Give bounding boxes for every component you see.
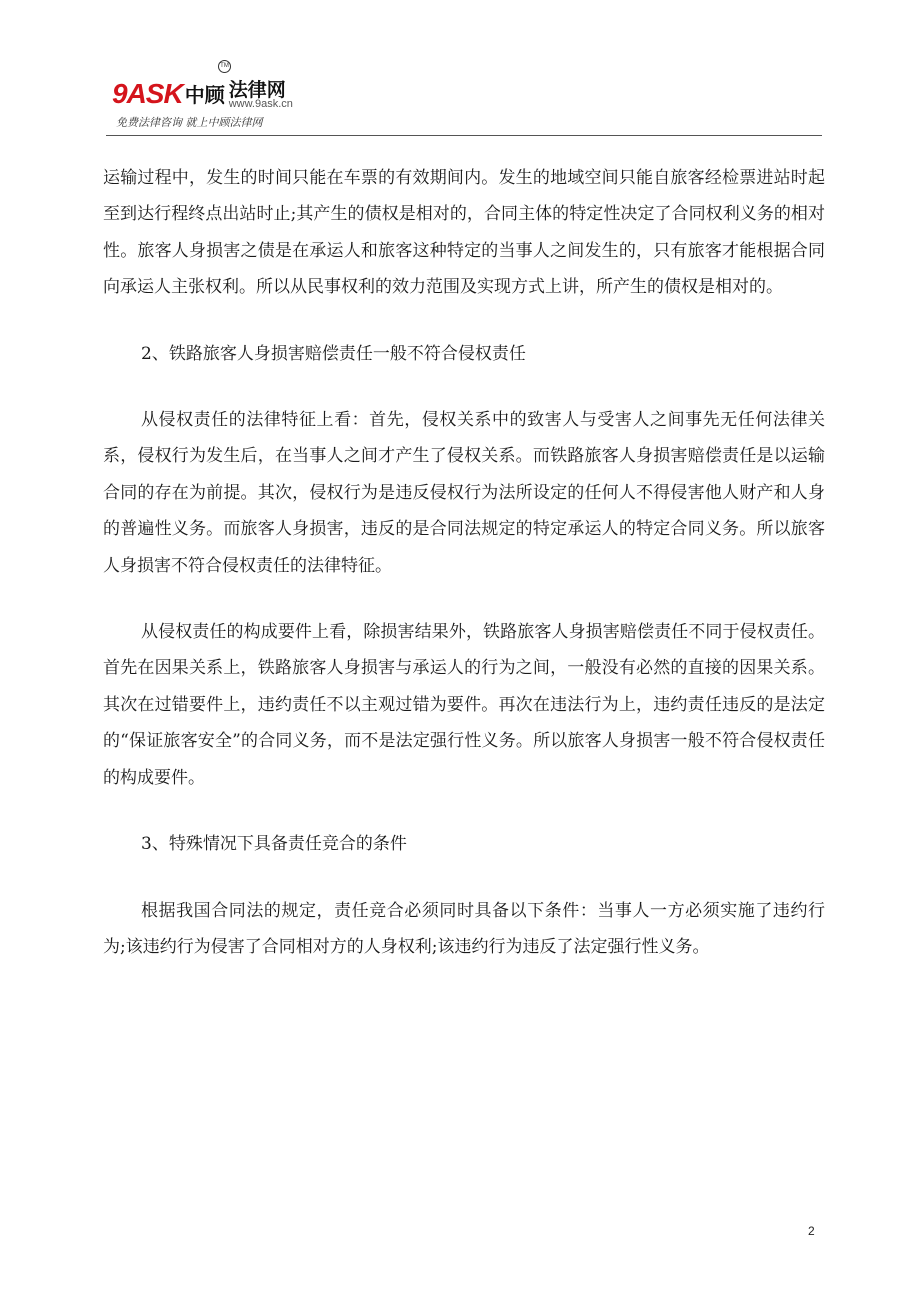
section-heading-2: 2、铁路旅客人身损害赔偿责任一般不符合侵权责任 [141, 343, 526, 364]
logo-chinese-name: 中顾 [184, 83, 225, 107]
logo-site-name: 法律网 [228, 79, 286, 101]
page-number: 2 [808, 1224, 815, 1238]
body-paragraph: 根据我国合同法的规定，责任竞合必须同时具备以下条件：当事人一方必须实施了违约行为;该违约行为侵害了合同相对方的人身权利;该违约行为违反了法定强行性义务。 [103, 900, 825, 957]
logo-url: www.9ask.cn [228, 98, 293, 110]
slogan: 免费法律咨询 就上中顾法律网 [116, 116, 263, 129]
body-paragraph: 从侵权责任的法律特征上看：首先，侵权关系中的致害人与受害人之间事先无任何法律关系，侵权行为发生后，在当事人之间才产生了侵权关系。而铁路旅客人身损害赔偿责任是以运输合同的存在为前提。其次，侵权行为是违反侵权行为法所设定的任何人不得侵害他人财产和人身的普遍性义务。而旅客人身损害，违反的是合同法规定的特定承运人的特定合同义务。所以旅客人身损害不符合侵权责任的法律特征。 [103, 410, 825, 576]
body-paragraph: 从侵权责任的构成要件上看，除损害结果外，铁路旅客人身损害赔偿责任不同于侵权责任。首先在因果关系上，铁路旅客人身损害与承运人的行为之间，一般没有必然的直接的因果关系。其次在过错要件上，违约责任不以主观过错为要件。再次在违法行为上，违约责任违反的是法定的“保证旅客安全”的合同义务，而不是法定强行性义务。所以旅客人身损害一般不符合侵权责任的构成要件。 [103, 622, 825, 788]
document-header [106, 62, 822, 138]
trademark-icon: TM [218, 60, 231, 73]
logo-site-block [229, 79, 293, 110]
section-heading-3: 3、特殊情况下具备责任竞合的条件 [141, 834, 407, 855]
logo-brand: 9ASK [112, 78, 183, 109]
header-divider [106, 135, 822, 136]
body-paragraph-continued: 运输过程中，发生的时间只能在车票的有效期间内。发生的地域空间只能自旅客经检票进站时起至到达行程终点出站时止;其产生的债权是相对的，合同主体的特定性决定了合同权利义务的相对性。旅客人身损害之债是在承运人和旅客这种特定的当事人之间发生的，只有旅客才能根据合同向承运人主张权利。所以从民事权利的效力范围及实现方式上讲，所产生的债权是相对的。 [103, 168, 825, 298]
document-body [103, 160, 825, 965]
logo [112, 70, 293, 110]
